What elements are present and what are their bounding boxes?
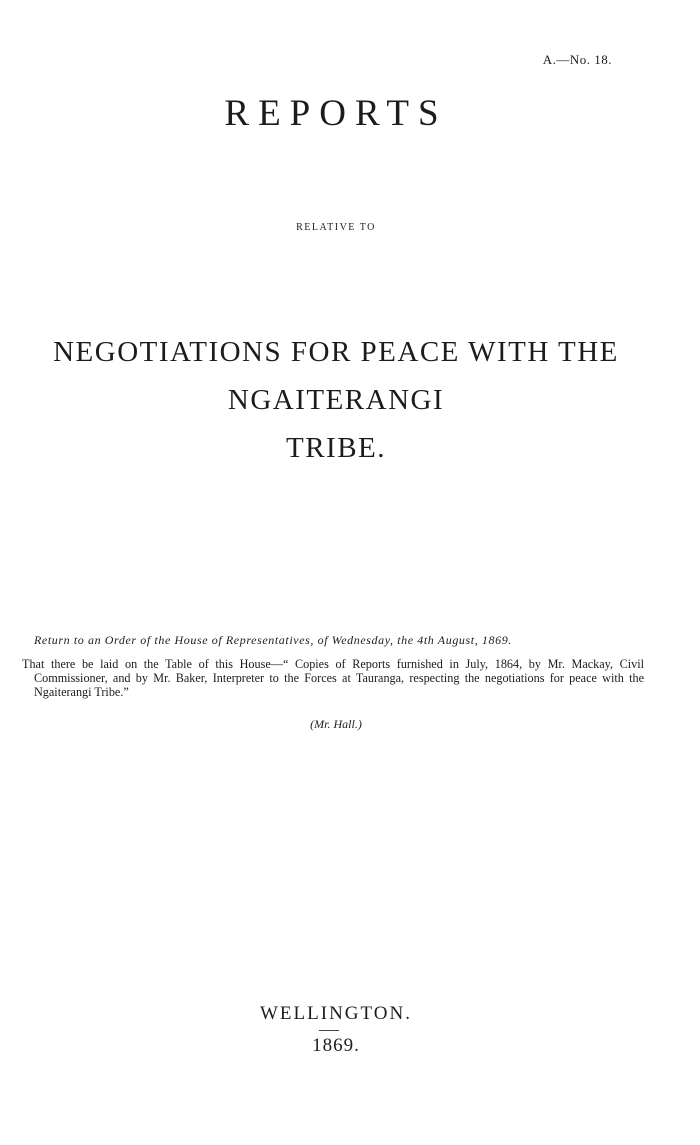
document-title: REPORTS	[224, 93, 448, 134]
relative-to-caption: RELATIVE TO	[296, 222, 376, 233]
order-paragraph: That there be laid on the Table of this House—“ Copies of Reports furnished in July, 1864, by Mr. Mackay, Civil Commissioner, and by Mr. Baker, Interpreter to the Forces at Tauranga, respecting the negotiations for peace with the Ngaiterangi Tribe.”	[22, 657, 644, 699]
imprint-place: WELLINGTON.	[260, 1003, 412, 1024]
document-reference-number: A.—No. 18.	[542, 52, 612, 67]
imprint-divider	[319, 1030, 339, 1031]
subject-line-2: TRIBE.	[285, 432, 387, 464]
subject-line-1: NEGOTIATIONS FOR PEACE WITH THE NGAITERANGI	[53, 336, 619, 416]
mover-name: (Mr. Hall.)	[310, 717, 362, 731]
document-subject	[0, 328, 672, 472]
imprint-year: 1869.	[312, 1035, 360, 1056]
return-order-line: Return to an Order of the House of Representatives, of Wednesday, the 4th August, 1869.	[34, 633, 512, 647]
